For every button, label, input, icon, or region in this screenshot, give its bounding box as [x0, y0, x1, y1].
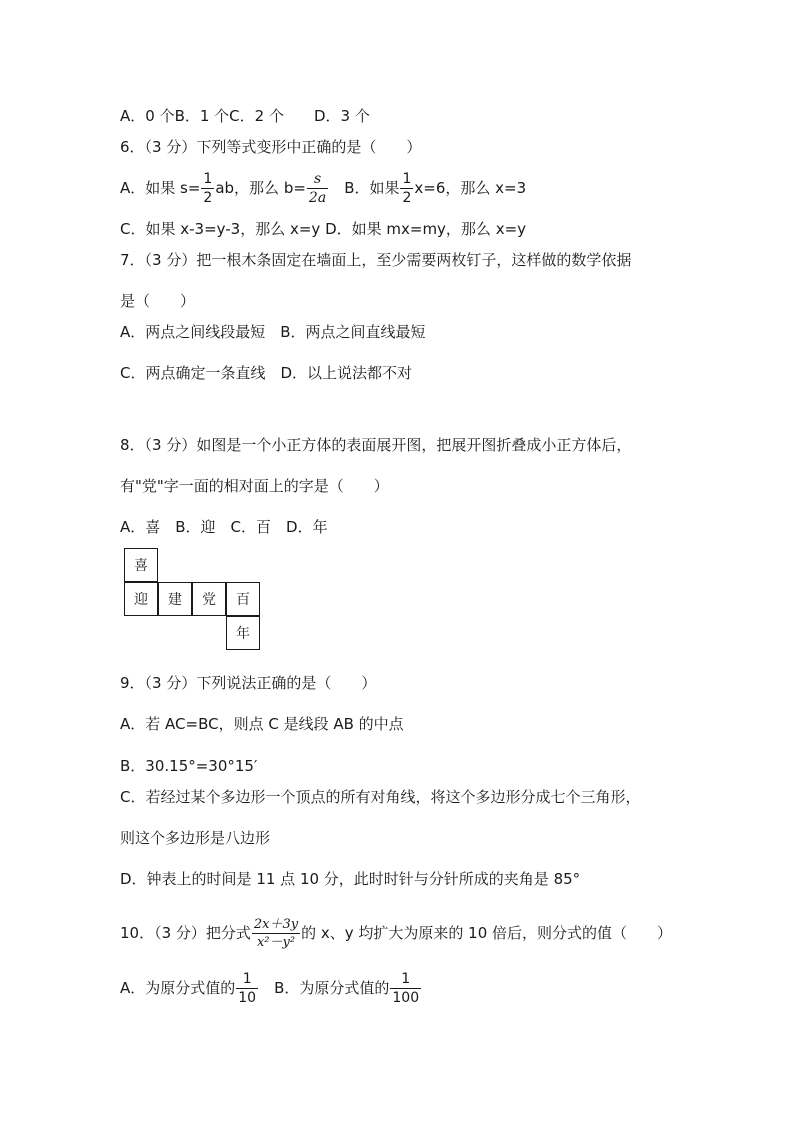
q9-option-d: D．钟表上的时间是 11 点 10 分，此时时针与分针所成的夹角是 85° — [120, 870, 581, 888]
q7-options-cd: C．两点确定一条直线 D．以上说法都不对 — [120, 364, 413, 382]
fraction-denominator: 100 — [392, 990, 420, 1006]
fraction-denominator: 2 — [402, 190, 412, 206]
q6-stem: 6．（3 分）下列等式变形中正确的是（ ） — [120, 138, 422, 156]
net-cell-ying: 迎 — [124, 582, 158, 616]
fraction-expression — [252, 918, 300, 949]
fraction-one-tenth — [236, 972, 258, 1005]
q6-b-suffix: x=6，那么 x=3 — [414, 179, 527, 197]
q10-b-prefix: B．为原分式值的 — [259, 979, 390, 997]
fraction-numerator: 1 — [203, 171, 213, 187]
q5-options: A．0 个B．1 个C．2 个 D．3 个 — [120, 107, 370, 125]
q10-a-prefix: A．为原分式值的 — [120, 979, 236, 997]
q9-option-a: A．若 AC=BC，则点 C 是线段 AB 的中点 — [120, 715, 404, 733]
q6-a-prefix: A．如果 s= — [120, 179, 201, 197]
q10-stem-prefix: 10．（3 分）把分式 — [120, 924, 251, 942]
q9-stem: 9．（3 分）下列说法正确的是（ ） — [120, 674, 377, 692]
fraction-numerator: 1 — [402, 171, 412, 187]
fraction-one-hundredth — [390, 972, 421, 1005]
q6-a-middle: ab，那么 b= — [215, 179, 306, 197]
net-cell-jian: 建 — [158, 582, 192, 616]
fraction-numerator: 1 — [390, 972, 421, 989]
fraction-denominator: 10 — [238, 990, 257, 1006]
q8-stem-line1: 8．（3 分）如图是一个小正方体的表面展开图，把展开图折叠成小正方体后， — [120, 436, 632, 454]
fraction-s-over-2a — [307, 172, 328, 205]
q7-options-ab: A．两点之间线段最短 B．两点之间直线最短 — [120, 323, 426, 341]
q6-options-ab — [120, 172, 526, 205]
q10-stem-suffix: 的 x、y 均扩大为原来的 10 倍后，则分式的值（ ） — [301, 924, 673, 942]
q9-option-b: B．30.15°=30°15′ — [120, 757, 258, 775]
q8-options: A．喜 B．迎 C．百 D．年 — [120, 518, 328, 536]
net-cell-bai: 百 — [226, 582, 260, 616]
q6-options-cd: C．如果 x-3=y-3，那么 x=y D．如果 mx=my，那么 x=y — [120, 220, 527, 238]
q7-stem-line1: 7．（3 分）把一根木条固定在墙面上，至少需要两枚钉子，这样做的数学依据 — [120, 251, 632, 269]
fraction-one-half — [400, 172, 413, 205]
fraction-denominator: 2a — [308, 190, 327, 206]
fraction-denominator: 2 — [203, 190, 213, 206]
net-cell-nian: 年 — [226, 616, 260, 650]
fraction-numerator: 1 — [236, 972, 258, 989]
q10-stem — [120, 918, 672, 949]
q10-options — [120, 972, 422, 1005]
q9-option-c-line2: 则这个多边形是八边形 — [120, 829, 271, 847]
fraction-denominator: x²－y² — [256, 935, 296, 950]
q9-option-c-line1: C．若经过某个多边形一个顶点的所有对角线，将这个多边形分成七个三角形， — [120, 788, 641, 806]
q8-stem-line2: 有"党"字一面的相对面上的字是（ ） — [120, 477, 389, 495]
fraction-one-half — [201, 172, 214, 205]
fraction-numerator: s — [307, 172, 328, 189]
fraction-numerator: 2x＋3y — [253, 917, 299, 932]
q7-stem-line2: 是（ ） — [120, 292, 196, 310]
q6-b-prefix: B．如果 — [329, 179, 400, 197]
net-cell-xi: 喜 — [124, 548, 158, 582]
net-cell-dang: 党 — [192, 582, 226, 616]
cube-net-figure — [124, 548, 261, 651]
